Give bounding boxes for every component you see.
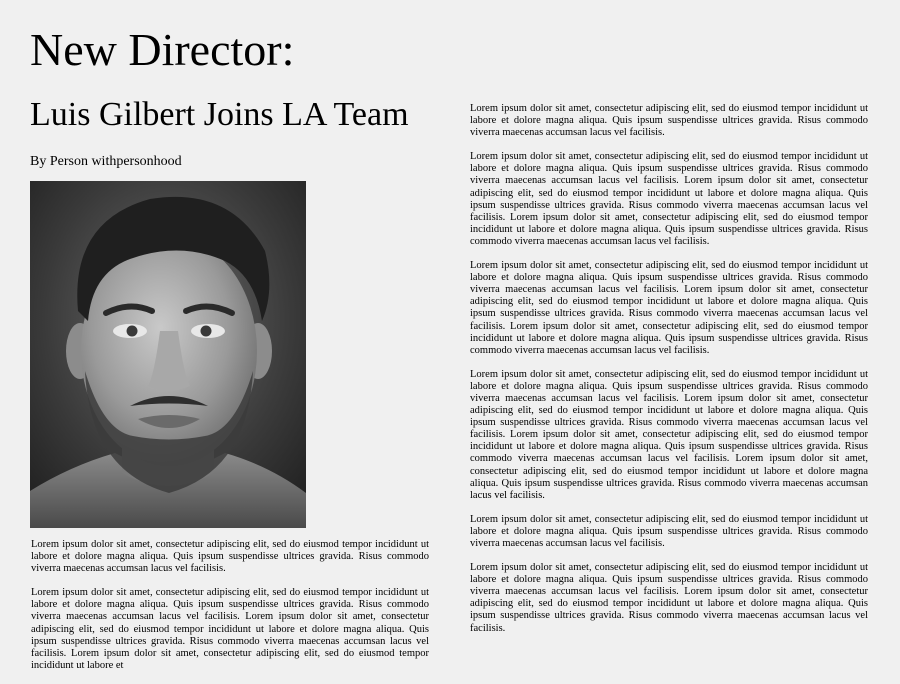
article-subheadline: Luis Gilbert Joins LA Team	[30, 96, 409, 133]
portrait-photo	[30, 181, 306, 528]
body-paragraph: Lorem ipsum dolor sit amet, consectetur adipiscing elit, sed do eiusmod tempor incididunt ut labore et dolore magna aliqua. Quis ipsum suspendisse ultrices gravida. Risus commodo viverra maecenas accumsan lacus vel facilisis. Lorem ipsum dolor sit amet, consectetur adipiscing elit, sed do eiusmod tempor incididunt ut labore et dolore magna aliqua. Quis ipsum suspendisse ultrices gravida. Risus commodo viverra maecenas accumsan lacus vel facilisis. Lorem ipsum dolor sit amet, consectetur adipiscing elit, sed do eiusmod tempor incididunt ut labore et	[31, 587, 429, 671]
body-paragraph: Lorem ipsum dolor sit amet, consectetur adipiscing elit, sed do eiusmod tempor incididunt ut labore et dolore magna aliqua. Quis ipsum suspendisse ultrices gravida. Risus commodo viverra maecenas accumsan lacus vel facilisis.	[31, 539, 429, 575]
body-paragraph: Lorem ipsum dolor sit amet, consectetur adipiscing elit, sed do eiusmod tempor incididunt ut labore et dolore magna aliqua. Quis ipsum suspendisse ultrices gravida. Risus commodo viverra maecenas accumsan lacus vel facilisis. Lorem ipsum dolor sit amet, consectetur adipiscing elit, sed do eiusmod tempor incididunt ut labore et dolore magna aliqua. Quis ipsum suspendisse ultrices gravida. Risus commodo viverra maecenas accumsan lacus vel facilisis. Lorem ipsum dolor sit amet, consectetur adipiscing elit, sed do eiusmod tempor incididunt ut labore et dolore magna aliqua. Quis ipsum suspendisse ultrices gravida. Risus commodo viverra maecenas accumsan lacus vel facilisis. Lorem ipsum dolor sit amet, consectetur adipiscing elit, sed do eiusmod tempor incididunt ut labore et dolore magna aliqua. Quis ipsum suspendisse ultrices gravida. Risus commodo viverra maecenas accumsan lacus vel facilisis.	[470, 368, 868, 501]
page-title: New Director:	[30, 24, 295, 75]
portrait-photo-icon	[30, 181, 306, 528]
body-paragraph: Lorem ipsum dolor sit amet, consectetur adipiscing elit, sed do eiusmod tempor incididunt ut labore et dolore magna aliqua. Quis ipsum suspendisse ultrices gravida. Risus commodo viverra maecenas accumsan lacus vel facilisis. Lorem ipsum dolor sit amet, consectetur adipiscing elit, sed do eiusmod tempor incididunt ut labore et dolore magna aliqua. Quis ipsum suspendisse ultrices gravida. Risus commodo viverra maecenas accumsan lacus vel facilisis. Lorem ipsum dolor sit amet, consectetur adipiscing elit, sed do eiusmod tempor incididunt ut labore et dolore magna aliqua. Quis ipsum suspendisse ultrices gravida. Risus commodo viverra maecenas accumsan lacus vel facilisis.	[470, 260, 868, 356]
byline: By Person withpersonhood	[30, 154, 182, 169]
body-paragraph: Lorem ipsum dolor sit amet, consectetur adipiscing elit, sed do eiusmod tempor incididunt ut labore et dolore magna aliqua. Quis ipsum suspendisse ultrices gravida. Risus commodo viverra maecenas accumsan lacus vel facilisis.	[470, 103, 868, 139]
body-paragraph: Lorem ipsum dolor sit amet, consectetur adipiscing elit, sed do eiusmod tempor incididunt ut labore et dolore magna aliqua. Quis ipsum suspendisse ultrices gravida. Risus commodo viverra maecenas accumsan lacus vel facilisis.	[470, 513, 868, 549]
body-paragraph: Lorem ipsum dolor sit amet, consectetur adipiscing elit, sed do eiusmod tempor incididunt ut labore et dolore magna aliqua. Quis ipsum suspendisse ultrices gravida. Risus commodo viverra maecenas accumsan lacus vel facilisis. Lorem ipsum dolor sit amet, consectetur adipiscing elit, sed do eiusmod tempor incididunt ut labore et dolore magna aliqua. Quis ipsum suspendisse ultrices gravida. Risus commodo viverra maecenas accumsan lacus vel facilisis.	[470, 562, 868, 634]
right-text-column	[470, 103, 868, 647]
body-paragraph: Lorem ipsum dolor sit amet, consectetur adipiscing elit, sed do eiusmod tempor incididunt ut labore et dolore magna aliqua. Quis ipsum suspendisse ultrices gravida. Risus commodo viverra maecenas accumsan lacus vel facilisis. Lorem ipsum dolor sit amet, consectetur adipiscing elit, sed do eiusmod tempor incididunt ut labore et dolore magna aliqua. Quis ipsum suspendisse ultrices gravida. Risus commodo viverra maecenas accumsan lacus vel facilisis. Lorem ipsum dolor sit amet, consectetur adipiscing elit, sed do eiusmod tempor incididunt ut labore et dolore magna aliqua. Quis ipsum suspendisse ultrices gravida. Risus commodo viverra maecenas accumsan lacus vel facilisis.	[470, 151, 868, 247]
left-text-column	[31, 539, 429, 684]
